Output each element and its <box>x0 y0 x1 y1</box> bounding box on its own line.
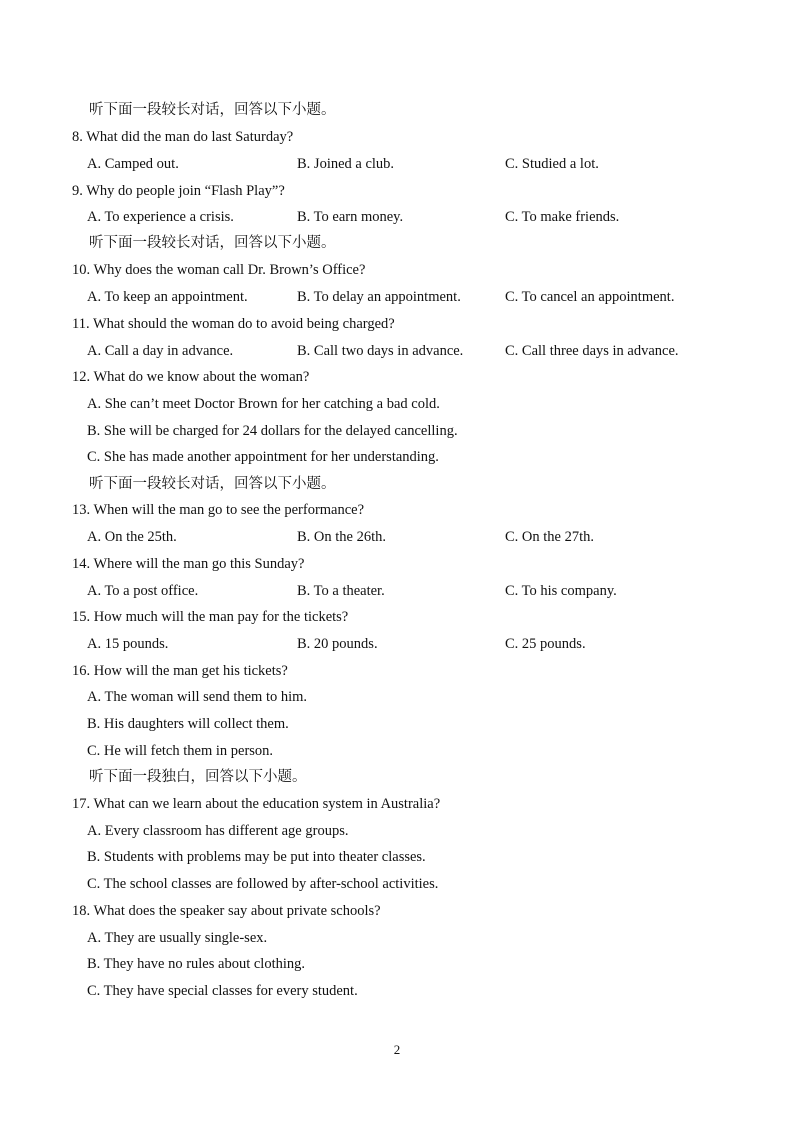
question-16: 16. How will the man get his tickets? <box>72 663 288 679</box>
question-15: 15. How much will the man pay for the tickets? <box>72 609 349 625</box>
q13-option-a: A. On the 25th. <box>87 529 177 545</box>
q17-option-c: C. The school classes are followed by after-school activities. <box>87 876 439 892</box>
question-13: 13. When will the man go to see the performance? <box>72 502 365 518</box>
question-9: 9. Why do people join “Flash Play”? <box>72 183 285 199</box>
q13-option-b: B. On the 26th. <box>297 529 387 545</box>
question-8: 8. What did the man do last Saturday? <box>72 129 294 145</box>
section-instruction: 听下面一段较长对话，回答以下小题。 <box>89 235 336 251</box>
q14-option-b: B. To a theater. <box>297 583 385 599</box>
question-10: 10. Why does the woman call Dr. Brown’s Office? <box>72 262 366 278</box>
question-18: 18. What does the speaker say about private schools? <box>72 903 381 919</box>
section-instruction: 听下面一段独白，回答以下小题。 <box>89 769 307 785</box>
q11-option-a: A. Call a day in advance. <box>87 343 234 359</box>
q15-option-a: A. 15 pounds. <box>87 636 169 652</box>
q12-option-c: C. She has made another appointment for her understanding. <box>87 449 439 465</box>
q10-option-a: A. To keep an appointment. <box>87 289 248 305</box>
question-17: 17. What can we learn about the education system in Australia? <box>72 796 441 812</box>
q16-option-b: B. His daughters will collect them. <box>87 716 289 732</box>
q14-option-a: A. To a post office. <box>87 583 199 599</box>
q12-option-b: B. She will be charged for 24 dollars for the delayed cancelling. <box>87 423 458 439</box>
q17-option-b: B. Students with problems may be put into theater classes. <box>87 849 426 865</box>
q10-option-c: C. To cancel an appointment. <box>505 289 675 305</box>
q9-option-c: C. To make friends. <box>505 209 620 225</box>
q11-option-c: C. Call three days in advance. <box>505 343 679 359</box>
q16-option-c: C. He will fetch them in person. <box>87 743 274 759</box>
q17-option-a: A. Every classroom has different age groups. <box>87 823 349 839</box>
page-number: 2 <box>393 1042 401 1057</box>
q9-option-a: A. To experience a crisis. <box>87 209 234 225</box>
q13-option-c: C. On the 27th. <box>505 529 595 545</box>
q18-option-b: B. They have no rules about clothing. <box>87 956 305 972</box>
q9-option-b: B. To earn money. <box>297 209 404 225</box>
section-instruction: 听下面一段较长对话，回答以下小题。 <box>89 102 336 118</box>
q14-option-c: C. To his company. <box>505 583 617 599</box>
question-12: 12. What do we know about the woman? <box>72 369 310 385</box>
q15-option-b: B. 20 pounds. <box>297 636 378 652</box>
q12-option-a: A. She can’t meet Doctor Brown for her catching a bad cold. <box>87 396 440 412</box>
q8-option-c: C. Studied a lot. <box>505 156 599 172</box>
q15-option-c: C. 25 pounds. <box>505 636 586 652</box>
question-14: 14. Where will the man go this Sunday? <box>72 556 305 572</box>
q11-option-b: B. Call two days in advance. <box>297 343 464 359</box>
q8-option-a: A. Camped out. <box>87 156 179 172</box>
q16-option-a: A. The woman will send them to him. <box>87 689 308 705</box>
q10-option-b: B. To delay an appointment. <box>297 289 461 305</box>
q8-option-b: B. Joined a club. <box>297 156 395 172</box>
q18-option-a: A. They are usually single-sex. <box>87 930 268 946</box>
q18-option-c: C. They have special classes for every student. <box>87 983 358 999</box>
section-instruction: 听下面一段较长对话，回答以下小题。 <box>89 476 336 492</box>
question-11: 11. What should the woman do to avoid being charged? <box>72 316 395 332</box>
